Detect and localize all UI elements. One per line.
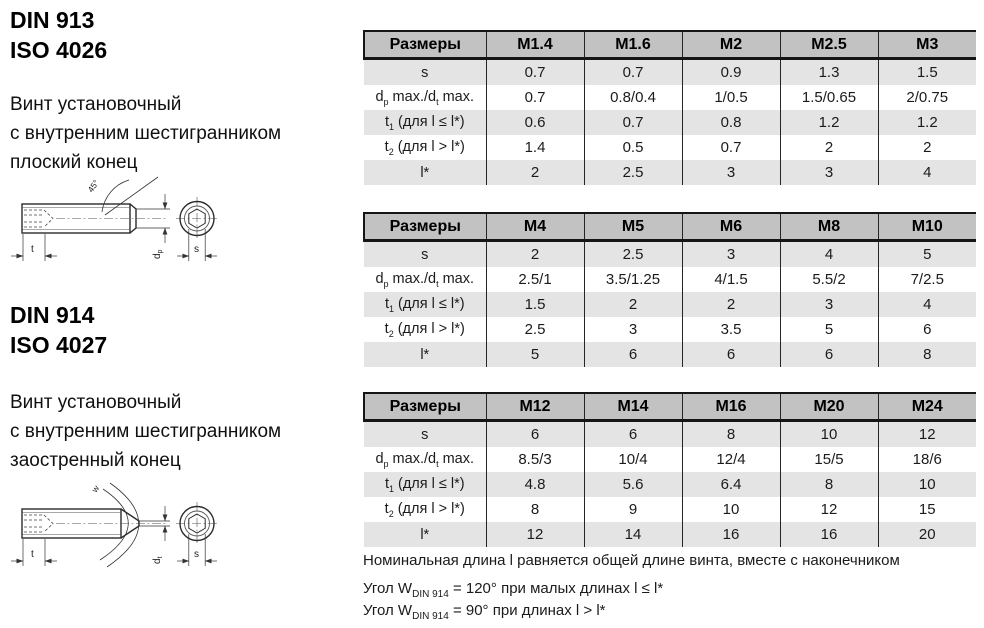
table-cell: 5 [780,317,878,342]
column-header: M4 [486,213,584,241]
table-row [364,522,976,547]
table-cell: 10 [682,497,780,522]
table-row [364,497,976,522]
table-cell: 1.5 [878,59,976,86]
table-cell: 2.5 [486,317,584,342]
column-header: M16 [682,393,780,421]
table-cell: 8 [878,342,976,367]
row-label: $d_p$ $\max./d_t$ max. [375,270,475,289]
table-cell: 1.5/0.65 [780,85,878,110]
table-cell: 2 [486,160,584,185]
description-line: с внутренним шестигранником [10,123,282,144]
table-corner-header: Размеры [364,213,486,241]
table-corner-header: Размеры [364,31,486,59]
table-row [364,110,976,135]
row-label: $d_p$ $\max./d_t$ max. [375,450,475,469]
dt-dimension-label: $d_t$ [152,556,164,564]
table-corner-header: Размеры [364,393,486,421]
table-cell: 3 [780,292,878,317]
table-cell: 7/2.5 [878,267,976,292]
table-cell: 0.8 [682,110,780,135]
table-cell: 12/4 [682,447,780,472]
column-header: M3 [878,31,976,59]
column-header: M1.6 [584,31,682,59]
table-cell: 5 [486,342,584,367]
table-cell: 6.4 [682,472,780,497]
description-din914 [10,388,281,475]
iso-number: ISO 4027 [10,332,108,358]
t-dimension [11,234,57,261]
t-dimension [11,539,57,566]
table-cell: 6 [584,421,682,448]
description-din913 [10,90,281,177]
table-cell: 0.7 [486,59,584,86]
table-row [364,85,976,110]
table-row [364,135,976,160]
table-cell: 1.4 [486,135,584,160]
column-header: M6 [682,213,780,241]
table-row [364,472,976,497]
table-cell: 0.7 [584,110,682,135]
dt-dimension [139,506,170,564]
table-cell: 4 [780,241,878,268]
table-cell: 0.9 [682,59,780,86]
table-cell: 1/0.5 [682,85,780,110]
end-view [176,502,219,566]
table-cell: 2.5 [584,241,682,268]
description-line: заостренный конец [10,450,181,471]
row-label: s [364,241,486,268]
table-header-row [364,213,976,241]
table-cell: 10/4 [584,447,682,472]
description-line: плоский конец [10,152,138,173]
t-dimension-label: t [31,549,34,560]
table-cell: 12 [780,497,878,522]
din914-technical-drawing [8,476,223,584]
table-cell: 2 [878,135,976,160]
table-cell: 18/6 [878,447,976,472]
din914-subscript: DIN 914 [412,589,449,600]
table-cell: 0.7 [682,135,780,160]
column-header: M1.4 [486,31,584,59]
table-cell: 9 [584,497,682,522]
table-cell: 14 [584,522,682,547]
dp-dimension [136,194,170,259]
table-cell: 16 [682,522,780,547]
table-cell: 0.8/0.4 [584,85,682,110]
row-label: $t_1$ (для l ≤ l*) [364,110,486,135]
table-cell: 2 [584,292,682,317]
table-cell: 4/1.5 [682,267,780,292]
row-label: l* [364,342,486,367]
row-label: s [364,421,486,448]
table-row [364,421,976,448]
din914-subscript: DIN 914 [412,611,449,622]
table-cell: 6 [682,342,780,367]
table-cell: 6 [780,342,878,367]
row-label: $t_2$ (для l > l*) [384,138,465,157]
table-cell: 4 [878,292,976,317]
table-row [364,160,976,185]
table-cell: 0.7 [486,85,584,110]
din-number: DIN 914 [10,302,95,328]
table-row [364,59,976,86]
column-header: M8 [780,213,878,241]
column-header: M20 [780,393,878,421]
table-cell: 3.5 [682,317,780,342]
angle-note-90: Угол $W_{DIN 914} = 90^\circ$ при длинах l > l* [363,602,606,622]
description-line: Винт установочный [10,94,182,115]
table-cell: 8 [682,421,780,448]
table-row [364,342,976,367]
table-cell: 3 [682,160,780,185]
row-label: $t_2$ (для l > l*) [384,320,465,339]
table-cell: 15 [878,497,976,522]
standard-heading-din913 [10,5,107,65]
length-note: Номинальная длина l равняется общей длине винта, вместе с наконечником [363,552,900,569]
table-cell: 16 [780,522,878,547]
size-table-small [363,30,976,185]
table-cell: 3 [584,317,682,342]
table-cell: 1.3 [780,59,878,86]
table-cell: 2 [682,292,780,317]
hex-socket-hidden-lines [24,515,53,532]
table-cell: 2.5/1 [486,267,584,292]
column-header: M2.5 [780,31,878,59]
row-label: $t_1$ (для l ≤ l*) [364,292,486,317]
description-line: Винт установочный [10,392,182,413]
table-row [364,292,976,317]
row-label: $d_p$ $\max./d_t$ max. [375,88,475,107]
t-dimension-label: t [31,244,34,255]
table-cell: 5.6 [584,472,682,497]
column-header: M24 [878,393,976,421]
table-header-row [364,31,976,59]
table-cell: 15/5 [780,447,878,472]
table-cell: 1.2 [878,110,976,135]
iso-number: ISO 4026 [10,37,108,63]
row-label: $t_2$ (для l > l*) [384,500,465,519]
table-cell: 0.5 [584,135,682,160]
table-cell: 2 [780,135,878,160]
table-cell: 10 [780,421,878,448]
row-label: s [364,59,486,86]
table-cell: 0.6 [486,110,584,135]
din913-technical-drawing [8,171,223,279]
table-row [364,267,976,292]
table-cell: 1.5 [486,292,584,317]
description-line: с внутренним шестигранником [10,421,282,442]
cone-angle-label: w [89,483,102,495]
column-header: M10 [878,213,976,241]
table-cell: 2/0.75 [878,85,976,110]
column-header: M2 [682,31,780,59]
table-cell: 10 [878,472,976,497]
table-cell: 0.7 [584,59,682,86]
table-cell: 2.5 [584,160,682,185]
end-view [176,197,219,261]
row-label: l* [364,522,486,547]
angle-note-120: Угол $W_{DIN 914} = 120^\circ$ при малых длинах l ≤ l* [363,580,664,600]
table-cell: 3 [682,241,780,268]
table-cell: 8.5/3 [486,447,584,472]
table-cell: 5.5/2 [780,267,878,292]
table-cell: 5 [878,241,976,268]
size-table-medium [363,212,976,367]
table-cell: 20 [878,522,976,547]
table-cell: 12 [878,421,976,448]
s-dimension-label: s [194,244,199,255]
table-row [364,317,976,342]
table-cell: 8 [486,497,584,522]
hex-socket-hidden-lines [24,210,53,227]
table-cell: 6 [878,317,976,342]
table-cell: 3 [780,160,878,185]
table-cell: 3.5/1.25 [584,267,682,292]
table-header-row [364,393,976,421]
table-cell: 4.8 [486,472,584,497]
dp-dimension-label: $d_p$ [152,249,164,259]
standard-heading-din914 [10,300,107,360]
cone-angle-annotation [89,483,139,567]
size-table-large [363,392,976,547]
chamfer-angle-label: 45° [85,177,102,195]
column-header: M12 [486,393,584,421]
table-row [364,241,976,268]
column-header: M5 [584,213,682,241]
row-label: l* [364,160,486,185]
table-cell: 4 [878,160,976,185]
table-cell: 8 [780,472,878,497]
s-dimension-label: s [194,549,199,560]
column-header: M14 [584,393,682,421]
table-cell: 6 [584,342,682,367]
din-number: DIN 913 [10,7,95,33]
table-cell: 12 [486,522,584,547]
table-cell: 2 [486,241,584,268]
row-label: $t_1$ (для l ≤ l*) [364,472,486,497]
table-row [364,447,976,472]
table-cell: 6 [486,421,584,448]
table-cell: 1.2 [780,110,878,135]
